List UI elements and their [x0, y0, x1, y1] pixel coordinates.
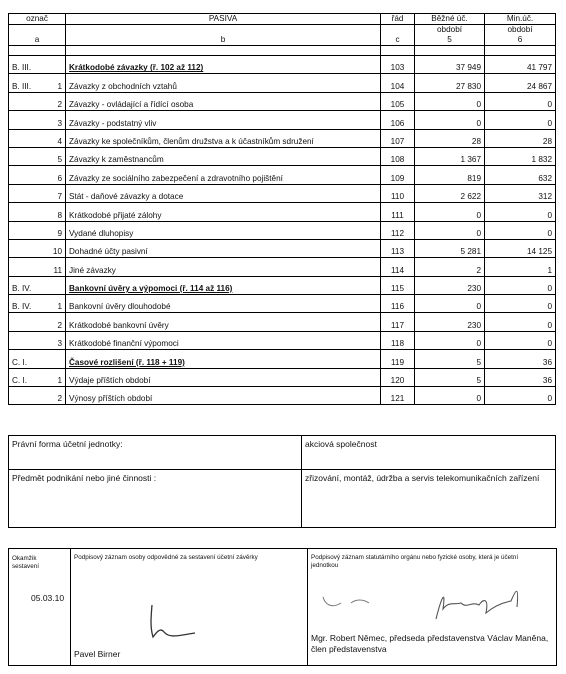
row-bezne-value: 2 622: [415, 184, 485, 202]
header-pasiva: PASIVA: [66, 14, 381, 25]
subheader-a: a: [9, 25, 66, 46]
row-name: Stát - daňové závazky a dotace: [66, 184, 381, 202]
ucetni-handwritten-signature: [140, 597, 230, 647]
row-rad: 119: [381, 350, 415, 368]
table-row: [9, 387, 556, 405]
row-label-number: 11: [46, 258, 66, 276]
table-row: [9, 276, 556, 294]
row-rad: 104: [381, 74, 415, 92]
okamzik-column: [9, 549, 71, 665]
row-name: Závazky ze sociálního zabezpečení a zdravotního pojištění: [66, 166, 381, 184]
table-row: [9, 147, 556, 165]
row-min-value: 0: [485, 276, 556, 294]
table-row: [9, 56, 556, 74]
date-value: 05.03.10: [31, 593, 65, 603]
row-name: Závazky z obchodních vztahů: [66, 74, 381, 92]
row-min-value: 0: [485, 92, 556, 110]
statutar-names: Mgr. Robert Němec, předseda představenstva Václav Maněna, člen představenstva: [311, 633, 549, 654]
row-name: Závazky - podstatný vliv: [66, 111, 381, 129]
table-row: [9, 350, 556, 368]
row-label-a: [9, 313, 46, 331]
row-label-number: 2: [46, 92, 66, 110]
row-label-a: B. III.: [9, 74, 46, 92]
predmet-row: [9, 470, 556, 528]
row-rad: 116: [381, 295, 415, 313]
row-name: Závazky ke společníkům, členům družstva a k účastníkům sdružení: [66, 129, 381, 147]
row-label-number: 9: [46, 221, 66, 239]
row-bezne-value: 230: [415, 276, 485, 294]
row-name: Krátkodobé přijaté zálohy: [66, 203, 381, 221]
row-label-a: C. I.: [9, 350, 46, 368]
predmet-label: Předmět podnikání nebo jiné činnosti :: [9, 470, 302, 528]
row-bezne-value: 0: [415, 203, 485, 221]
row-bezne-value: 28: [415, 129, 485, 147]
row-bezne-value: 5: [415, 350, 485, 368]
row-label-a: C. I.: [9, 368, 46, 386]
row-bezne-value: 0: [415, 295, 485, 313]
row-bezne-value: 37 949: [415, 56, 485, 74]
row-label-number: 4: [46, 129, 66, 147]
row-min-value: 24 867: [485, 74, 556, 92]
row-label-a: [9, 203, 46, 221]
row-label-a: [9, 166, 46, 184]
row-bezne-value: 0: [415, 92, 485, 110]
row-label-a: [9, 258, 46, 276]
row-min-value: 0: [485, 111, 556, 129]
row-rad: 121: [381, 387, 415, 405]
row-min-value: 0: [485, 203, 556, 221]
table-subheader-row: [9, 25, 556, 46]
row-bezne-value: 0: [415, 387, 485, 405]
row-name: Časové rozlišení (ř. 118 + 119): [66, 350, 381, 368]
row-name: Krátkodobé závazky (ř. 102 až 112): [66, 56, 381, 74]
row-label-number: 2: [46, 387, 66, 405]
row-label-number: 1: [46, 74, 66, 92]
okamzik-label: Okamžik sestavení: [12, 555, 39, 570]
ucetni-signature-column: [70, 549, 308, 665]
row-label-a: [9, 239, 46, 257]
statutar-signature-column: [307, 549, 555, 665]
signature-block: [8, 548, 557, 666]
ucetni-name: Pavel Birner: [74, 649, 121, 659]
column-number-6: 6: [517, 35, 523, 44]
row-rad: 112: [381, 221, 415, 239]
row-bezne-value: 0: [415, 331, 485, 349]
row-name: Závazky - ovládající a řídící osoba: [66, 92, 381, 110]
row-rad: 106: [381, 111, 415, 129]
row-label-number: 10: [46, 239, 66, 257]
table-row: [9, 258, 556, 276]
table-header-row: [9, 14, 556, 25]
row-name: Bankovní úvěry a výpomoci (ř. 114 až 116): [66, 276, 381, 294]
subheader-b: b: [66, 25, 381, 46]
row-rad: 110: [381, 184, 415, 202]
table-row: [9, 313, 556, 331]
row-name: Jiné závazky: [66, 258, 381, 276]
row-rad: 107: [381, 129, 415, 147]
pasiva-table: [8, 13, 556, 405]
row-rad: 105: [381, 92, 415, 110]
row-min-value: 0: [485, 331, 556, 349]
row-name: Dohadné účty pasivní: [66, 239, 381, 257]
row-bezne-value: 819: [415, 166, 485, 184]
row-label-number: [46, 276, 66, 294]
row-bezne-value: 2: [415, 258, 485, 276]
row-name: Krátkodobé finanční výpomoci: [66, 331, 381, 349]
subheader-min: [485, 25, 556, 46]
row-bezne-value: 0: [415, 221, 485, 239]
row-label-number: 5: [46, 147, 66, 165]
row-rad: 117: [381, 313, 415, 331]
table-row: [9, 92, 556, 110]
row-label-number: 3: [46, 331, 66, 349]
row-min-value: 312: [485, 184, 556, 202]
row-label-number: [46, 350, 66, 368]
row-name: Vydané dluhopisy: [66, 221, 381, 239]
pravni-forma-row: [9, 436, 556, 470]
header-min: Min.úč.: [485, 14, 556, 25]
row-min-value: 0: [485, 387, 556, 405]
row-label-a: [9, 129, 46, 147]
pravni-forma-value: akciová společnost: [302, 436, 556, 470]
row-bezne-value: 5: [415, 368, 485, 386]
row-label-a: [9, 111, 46, 129]
row-label-a: [9, 331, 46, 349]
row-min-value: 41 797: [485, 56, 556, 74]
row-label-number: [46, 56, 66, 74]
table-row: [9, 239, 556, 257]
row-rad: 103: [381, 56, 415, 74]
row-min-value: 36: [485, 350, 556, 368]
row-name: Krátkodobé bankovní úvěry: [66, 313, 381, 331]
table-row: [9, 184, 556, 202]
row-label-number: 6: [46, 166, 66, 184]
subheader-c: c: [381, 25, 415, 46]
row-min-value: 0: [485, 221, 556, 239]
table-row: [9, 331, 556, 349]
row-rad: 109: [381, 166, 415, 184]
row-label-number: 1: [46, 368, 66, 386]
row-rad: 120: [381, 368, 415, 386]
header-oznac: označ: [9, 14, 66, 25]
row-label-a: B. IV.: [9, 295, 46, 313]
statutar-label: Podpisový záznam statutárního orgánu nebo fyzické osoby, která je účetní jednotkou: [311, 554, 519, 569]
row-rad: 115: [381, 276, 415, 294]
row-label-a: B. IV.: [9, 276, 46, 294]
table-row: [9, 74, 556, 92]
row-bezne-value: 1 367: [415, 147, 485, 165]
row-name: Výnosy příštích období: [66, 387, 381, 405]
row-label-a: [9, 387, 46, 405]
statutar-handwritten-signatures: [311, 579, 551, 634]
row-rad: 113: [381, 239, 415, 257]
row-label-a: [9, 221, 46, 239]
table-row: [9, 295, 556, 313]
table-row: [9, 203, 556, 221]
pravni-forma-label: Právní forma účetní jednotky:: [9, 436, 302, 470]
row-min-value: 1: [485, 258, 556, 276]
row-label-a: [9, 147, 46, 165]
row-min-value: 14 125: [485, 239, 556, 257]
column-number-5: 5: [447, 35, 452, 44]
row-min-value: 36: [485, 368, 556, 386]
row-label-number: 2: [46, 313, 66, 331]
row-name: Závazky k zaměstnancům: [66, 147, 381, 165]
table-row: [9, 111, 556, 129]
gap-row: [9, 46, 556, 56]
obdobi-label: období: [436, 25, 463, 34]
row-label-a: [9, 184, 46, 202]
row-label-a: B. III.: [9, 56, 46, 74]
row-min-value: 0: [485, 295, 556, 313]
row-min-value: 0: [485, 313, 556, 331]
row-bezne-value: 230: [415, 313, 485, 331]
subheader-bezne: [415, 25, 485, 46]
ucetni-label: Podpisový záznam osoby odpovědné za sestavení účetní závěrky: [74, 554, 258, 561]
row-label-number: 3: [46, 111, 66, 129]
obdobi-label: období: [507, 25, 533, 34]
header-bezne: Běžné úč.: [415, 14, 485, 25]
row-name: Bankovní úvěry dlouhodobé: [66, 295, 381, 313]
predmet-value: zřizování, montáž, údržba a servis telekomunikačních zařízení: [302, 470, 556, 528]
info-table: [8, 435, 556, 528]
row-min-value: 632: [485, 166, 556, 184]
row-bezne-value: 5 281: [415, 239, 485, 257]
table-row: [9, 221, 556, 239]
row-rad: 108: [381, 147, 415, 165]
row-name: Výdaje příštích období: [66, 368, 381, 386]
row-rad: 111: [381, 203, 415, 221]
row-label-a: [9, 92, 46, 110]
header-rad: řád: [381, 14, 415, 25]
row-bezne-value: 0: [415, 111, 485, 129]
row-min-value: 28: [485, 129, 556, 147]
row-label-number: 7: [46, 184, 66, 202]
row-rad: 114: [381, 258, 415, 276]
row-label-number: 1: [46, 295, 66, 313]
row-bezne-value: 27 830: [415, 74, 485, 92]
row-rad: 118: [381, 331, 415, 349]
table-row: [9, 166, 556, 184]
table-row: [9, 368, 556, 386]
table-row: [9, 129, 556, 147]
row-min-value: 1 832: [485, 147, 556, 165]
row-label-number: 8: [46, 203, 66, 221]
